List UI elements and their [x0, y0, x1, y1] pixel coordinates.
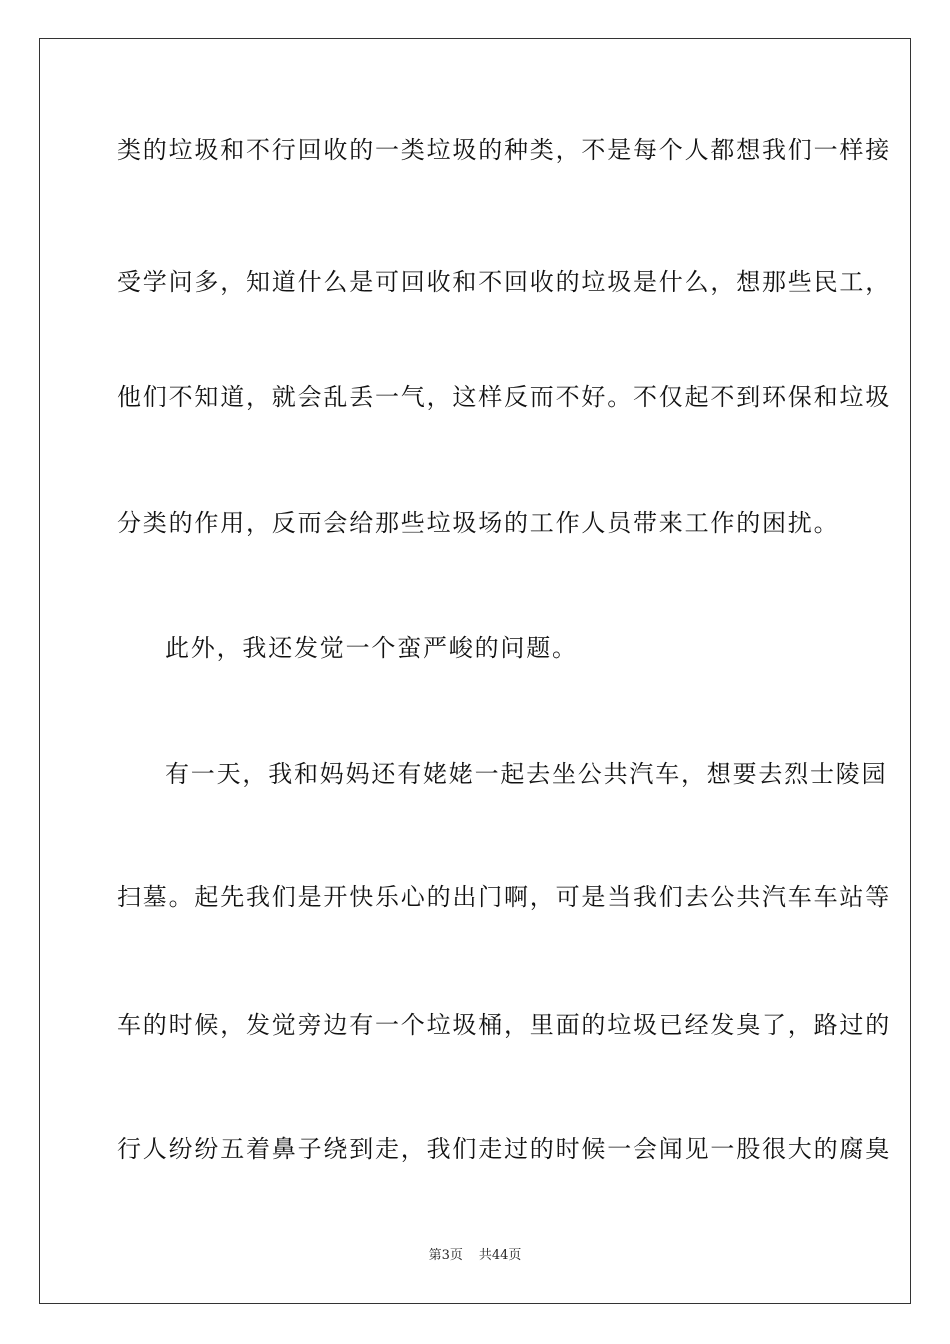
text-line: 类的垃圾和不行回收的一类垃圾的种类，不是每个人都想我们一样接	[117, 136, 891, 164]
total-pages: 共44页	[478, 1248, 522, 1263]
page-footer	[0, 1248, 950, 1264]
paragraph-start-line: 此外，我还发觉一个蛮严峻的问题。	[165, 634, 578, 662]
text-line: 受学问多，知道什么是可回收和不回收的垃圾是什么，想那些民工，	[117, 268, 891, 296]
paragraph-start-line: 有一天，我和妈妈还有姥姥一起去坐公共汽车，想要去烈士陵园	[165, 760, 888, 788]
text-line: 行人纷纷五着鼻子绕到走，我们走过的时候一会闻见一股很大的腐臭	[117, 1135, 891, 1163]
text-line: 车的时候，发觉旁边有一个垃圾桶，里面的垃圾已经发臭了，路过的	[117, 1011, 891, 1039]
page-number: 第3页	[428, 1248, 463, 1263]
text-line: 扫墓。起先我们是开快乐心的出门啊，可是当我们去公共汽车车站等	[117, 883, 891, 911]
text-line: 分类的作用，反而会给那些垃圾场的工作人员带来工作的困扰。	[117, 509, 840, 537]
page-border	[39, 38, 911, 1304]
text-line: 他们不知道，就会乱丢一气，这样反而不好。不仅起不到环保和垃圾	[117, 383, 891, 411]
